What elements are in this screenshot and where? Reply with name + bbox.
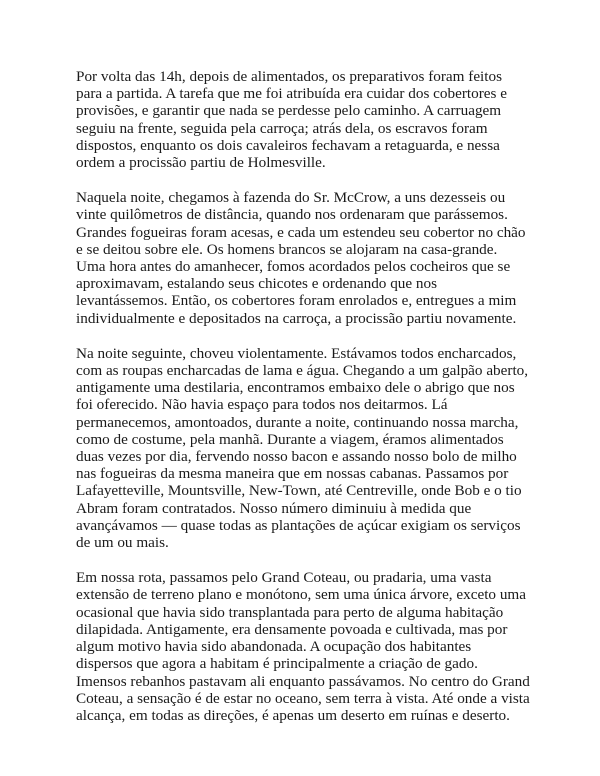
paragraph-2: Naquela noite, chegamos à fazenda do Sr. McCrow, a uns dezesseis ou vinte quilômetros de distância, quando nos ordenaram que parássemos. Grandes fogueiras foram acesas, e cada um estendeu seu cobertor no chão e se deitou sobre ele. Os homens brancos se alojaram na casa-grande. Uma hora antes do amanhecer, fomos acordados pelos cocheiros que se aproximavam, estalando seus chicotes e ordenando que nos levantássemos. Então, os cobertores foram enrolados e, entregues a mim individualmente e depositados na carroça, a procissão partiu novamente. [76, 189, 526, 327]
paragraph-3: Na noite seguinte, choveu violentamente. Estávamos todos encharcados, com as roupas encharcadas de lama e água. Chegando a um galpão aberto, antigamente uma destilaria, encontramos embaixo dele o abrigo que nos foi oferecido. Não havia espaço para todos nos deitarmos. Lá permanecemos, amontoados, durante a noite, continuando nossa marcha, como de costume, pela manhã. Durante a viagem, éramos alimentados duas vezes por dia, fervendo nosso bacon e assando nosso bolo de milho nas fogueiras da mesma maneira que em nossas cabanas. Passamos por Lafayetteville, Mountsville, New-Town, até Centreville, onde Bob e o tio Abram foram contratados. Nosso número diminuiu à medida que avançávamos — quase todas as plantações de açúcar exigiam os serviços de um ou mais. [76, 344, 529, 552]
paragraph-4: Em nossa rota, passamos pelo Grand Coteau, ou pradaria, uma vasta extensão de terreno plano e monótono, sem uma única árvore, exceto uma ocasional que havia sido transplantada para perto de alguma habitação dilapidada. Antigamente, era densamente povoada e cultivada, mas por algum motivo havia sido abandonada. A ocupação dos habitantes dispersos que agora a habitam é principalmente a criação de gado. Imensos rebanhos pastavam ali enquanto passávamos. No centro do Grand Coteau, a sensação é de estar no oceano, sem terra à vista. Até onde a vista alcança, em todas as direções, é apenas um deserto em ruínas e deserto. [76, 569, 530, 724]
paragraph-1: Por volta das 14h, depois de alimentados, os preparativos foram feitos para a partida. A tarefa que me foi atribuída era cuidar dos cobertores e provisões, e garantir que nada se perdesse pelo caminho. A carruagem seguiu na frente, seguida pela carroça; atrás dela, os escravos foram dispostos, enquanto os dois cavaleiros fechavam a retaguarda, e nessa ordem a procissão partiu de Holmesville. [76, 68, 507, 172]
document-page [76, 68, 530, 742]
